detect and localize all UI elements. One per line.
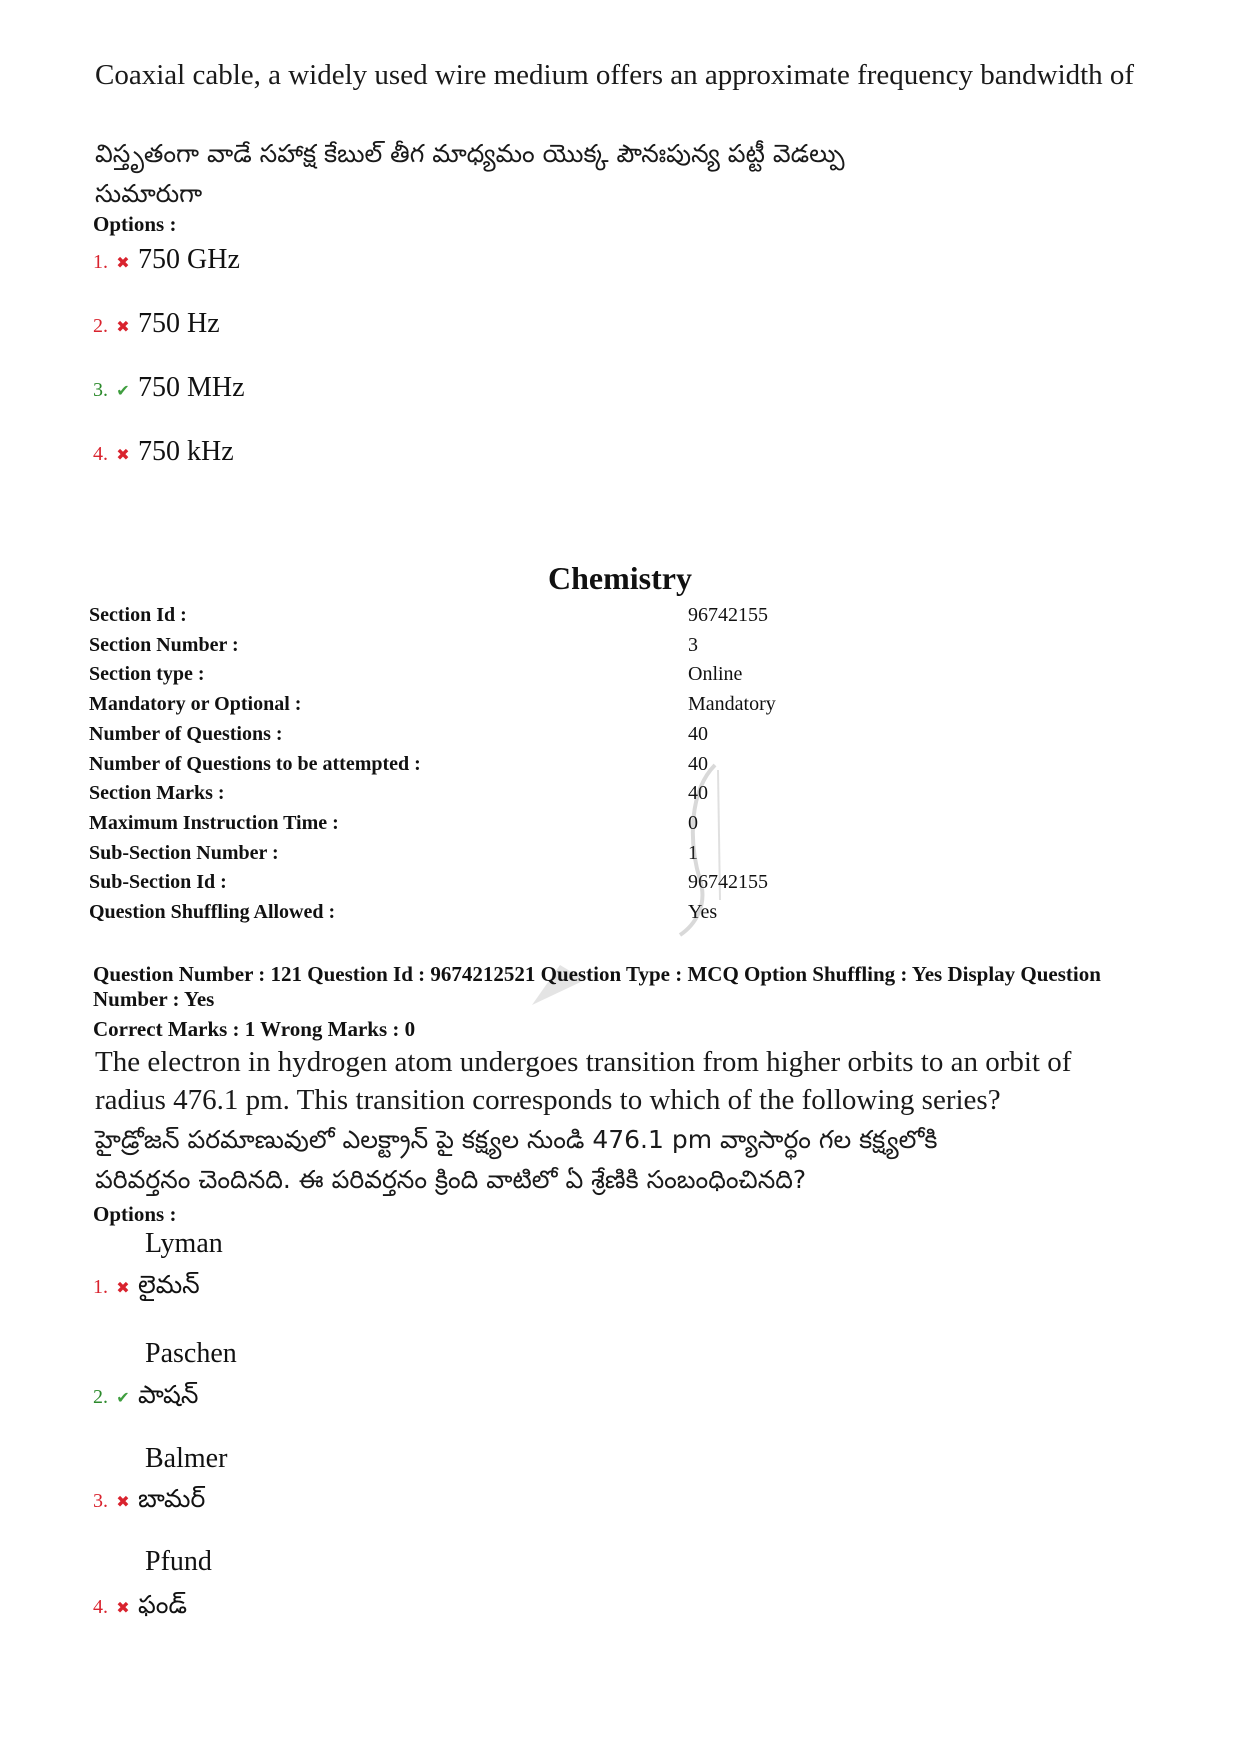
section-meta-row xyxy=(89,634,1139,664)
q2-options-label: Options : xyxy=(93,1202,177,1226)
section-title: Chemistry xyxy=(548,560,692,596)
section-meta-row xyxy=(89,663,1139,693)
option-number: 1. xyxy=(93,1276,108,1298)
meta-value: 96742155 xyxy=(688,604,768,626)
section-meta-row xyxy=(89,812,1139,842)
q1-question-text: Coaxial cable, a widely used wire medium offers an approximate frequency bandwidth of xyxy=(95,59,1135,91)
meta-value: Yes xyxy=(688,901,718,923)
section-meta-row xyxy=(89,753,1139,783)
option-telugu: బామర్ xyxy=(138,1484,206,1513)
option-text: 750 Hz xyxy=(138,308,220,339)
q2-question-line2: radius 476.1 pm. This transition corresponds to which of the following series? xyxy=(95,1084,1001,1116)
q2-option-1-english: Lyman xyxy=(145,1228,223,1259)
option-number: 3. xyxy=(93,379,108,401)
meta-value: 3 xyxy=(688,634,698,656)
option-telugu: ఫండ్ xyxy=(138,1590,187,1619)
meta-key: Section type : xyxy=(89,663,205,685)
section-meta-row xyxy=(89,693,1139,723)
q1-option-4 xyxy=(93,436,234,468)
option-text: 750 MHz xyxy=(138,372,245,403)
q2-option-4 xyxy=(93,1590,187,1626)
q2-option-3 xyxy=(93,1484,205,1520)
meta-value: 40 xyxy=(688,753,708,775)
section-meta-row xyxy=(89,842,1139,872)
meta-value: 96742155 xyxy=(688,871,768,893)
meta-key: Section Marks : xyxy=(89,782,225,804)
option-telugu: పాషన్ xyxy=(138,1380,199,1409)
q2-question-line1: The electron in hydrogen atom undergoes transition from higher orbits to an orbit of xyxy=(95,1046,1072,1078)
meta-key: Sub-Section Id : xyxy=(89,871,227,893)
section-meta-row xyxy=(89,782,1139,812)
wrong-mark-icon: ✖ xyxy=(116,317,130,336)
meta-key: Mandatory or Optional : xyxy=(89,693,302,715)
meta-value: 1 xyxy=(688,842,698,864)
section-meta-row xyxy=(89,604,1139,634)
q2-option-2-english: Paschen xyxy=(145,1338,237,1369)
meta-key: Number of Questions : xyxy=(89,723,283,745)
q1-option-2 xyxy=(93,308,220,340)
option-number: 2. xyxy=(93,1386,108,1408)
q1-options-label: Options : xyxy=(93,212,177,236)
watermark-graphic xyxy=(660,760,740,940)
option-number: 1. xyxy=(93,251,108,273)
meta-value: Online xyxy=(688,663,743,685)
wrong-mark-icon: ✖ xyxy=(116,1278,130,1297)
q2-option-4-english: Pfund xyxy=(145,1546,212,1577)
correct-mark-icon: ✔ xyxy=(116,381,130,400)
meta-key: Section Id : xyxy=(89,604,187,626)
meta-key: Section Number : xyxy=(89,634,239,656)
q2-option-2 xyxy=(93,1380,198,1416)
q2-header-line1: Question Number : 121 Question Id : 9674212521 Question Type : MCQ Option Shuffling : Yes Display Question xyxy=(93,962,1101,986)
q1-option-3 xyxy=(93,372,245,404)
correct-mark-icon: ✔ xyxy=(116,1388,130,1407)
option-telugu: లైమన్ xyxy=(138,1270,200,1299)
meta-key: Number of Questions to be attempted : xyxy=(89,753,421,775)
q2-header xyxy=(93,962,1173,1012)
wrong-mark-icon: ✖ xyxy=(116,1598,130,1617)
option-text: 750 GHz xyxy=(138,244,240,275)
wrong-mark-icon: ✖ xyxy=(116,445,130,464)
meta-value: 40 xyxy=(688,782,708,804)
meta-key: Question Shuffling Allowed : xyxy=(89,901,336,923)
q2-option-3-english: Balmer xyxy=(145,1443,228,1474)
option-number: 4. xyxy=(93,443,108,465)
meta-key: Sub-Section Number : xyxy=(89,842,279,864)
option-number: 4. xyxy=(93,1596,108,1618)
option-number: 3. xyxy=(93,1490,108,1512)
option-number: 2. xyxy=(93,315,108,337)
meta-value: 0 xyxy=(688,812,698,834)
section-meta-row xyxy=(89,871,1139,901)
wrong-mark-icon: ✖ xyxy=(116,253,130,272)
q1-question-telugu-line1: విస్తృతంగా వాడే సహాక్ష కేబుల్ తీగ మాధ్యమం యొక్క పౌనఃపున్య పట్టీ వెడల్పు xyxy=(95,139,845,168)
section-meta-row xyxy=(89,723,1139,753)
q1-option-1 xyxy=(93,244,240,276)
q1-question-telugu-line2: సుమారుగా xyxy=(95,179,203,208)
section-meta-row xyxy=(89,901,1139,931)
wrong-mark-icon: ✖ xyxy=(116,1492,130,1511)
q2-option-1 xyxy=(93,1270,200,1306)
q2-question-telugu-line1: హైడ్రోజన్ పరమాణువులో ఎలక్ట్రాన్ పై కక్ష్యల నుండి 476.1 pm వ్యాసార్ధం గల కక్ష్యలోకి xyxy=(95,1125,938,1154)
q2-marks: Correct Marks : 1 Wrong Marks : 0 xyxy=(93,1017,416,1041)
meta-value: 40 xyxy=(688,723,708,745)
meta-key: Maximum Instruction Time : xyxy=(89,812,339,834)
meta-value: Mandatory xyxy=(688,693,776,715)
option-text: 750 kHz xyxy=(138,436,234,467)
q2-header-line2: Number : Yes xyxy=(93,987,215,1011)
q2-question-telugu-line2: పరివర్తనం చెందినది. ఈ పరివర్తనం క్రింది వాటిలో ఏ శ్రేణికి సంబంధించినది? xyxy=(95,1165,807,1194)
